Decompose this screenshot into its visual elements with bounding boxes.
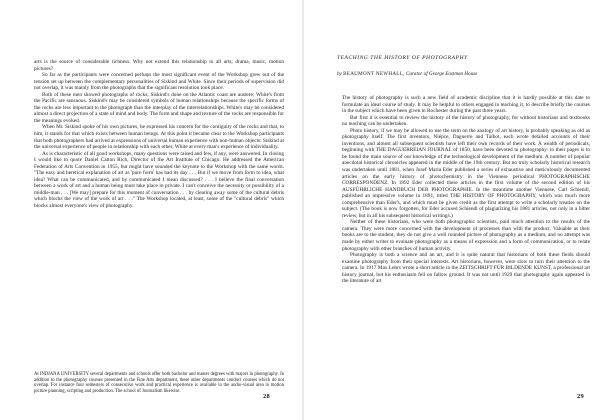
paragraph: But first it is essential to review the history of the history of photography, for without historians and textbooks no teaching can be undertaken. — [342, 114, 590, 128]
author-role: Curator of George Eastman House — [405, 71, 478, 77]
author-name: BEAUMONT NEWHALL, — [343, 71, 405, 77]
paragraph: Photography is both a science and an art, and it is quite natural that historians of both these fields should examine photography from their special interests. Art historians, however, were slow to turn their attention to the camera. In 1917 Max Lehrs wrote a short article in the ZEITSCHRIFT FÜR BILDENDE KUNST, a professional art history journal, but his enthusiasm fell on fallow ground. It was not until 1929 that photography again appeared in the literature of art — [342, 252, 590, 285]
paragraph: arts is the source of considerable richness. Why not extend this relationship to all arts; drama, music, motion pictures? — [34, 59, 284, 72]
right-page — [303, 0, 606, 420]
paragraph: Both of these men showed photographs of rocks; Siskind's done on the Atlantic coast are austere; White's from the Pacific are sensuous. Siskind's may be considered symbols of human relationships because the specific forms of the rocks are less important to the photograph than the interplay of the interrelationships. White's may be considered almost a direct projection of a state of mind and body. The form and shape and texture of the rocks are responsible for the meanings evoked. — [34, 91, 284, 124]
left-body-text — [34, 59, 284, 210]
paragraph: When Mr. Siskind spoke of his own pictures, he expressed his concern for the contiguity of the rocks and that, to him, it stands for that which exists between human beings. At this point it became clear to the Workshop participants that both photographers had arrived at expressions of universal human experience with non-human objects: Siskind at the universal experience of people in relationship with each other, White at every man's experience of individuality. — [34, 124, 284, 151]
paragraph: So far as the participants were concerned perhaps the most significant event of the Workshop grew out of the tension set up between the complementary personalities of Siskind and White. Since their periods of supervision did not overlap, it was mainly from the photographs that the significant resolution took place. — [34, 72, 284, 92]
article-title: TEACHING THE HISTORY OF PHOTOGRAPHY — [337, 55, 468, 61]
page-number: 29 — [577, 393, 584, 400]
page-number: 28 — [263, 393, 270, 400]
right-body-text — [342, 95, 590, 285]
paragraph: The history of photography is such a new field of academic discipline that it is hardly possible at this date to formulate an ideal course of study. It may be helpful to others engaged in teaching it, to describe briefly the courses in the subject which have been given in Rochester during the past three years. — [342, 95, 590, 115]
byline-prefix: by — [337, 71, 342, 77]
paragraph: Photo history, if we may be allowed to use the term on the analogy of art history, is probably speaking as old as photography itself. The first inventors, Niépce, Daguerre and Talbot, each wrote detailed accounts of their inventions, and almost all subsequent scientists have left their own records of their work. A wealth of periodicals, beginning with THE DAGUERREIAN JOURNAL of 1850, have been devoted to photography: in their pages is to be found the main source of our knowledge of the technological development of the medium. A number of popular anecdotal historical chronicles appeared in the middle of the 19th century. But no truly scholarly historical research was undertaken until 1881, when Josef Maria Eder published a series of exhaustive and meticulously documented articles on the early history of photochemistry in the Viennese periodical PHOTOGRAPHISCHE CORRESPONDENZ. In 1892 Eder collected these articles in the first volume of the second edition of his AUSFÜHRLICHE HANDBUCH DER PHOTOGRAPHIE. In the meantime another Viennese, Carl Schiendl, published an impressive volume in 1891, titled THE HISTORY OF PHOTOGRAPHY, which was much more comprehensive than Eder's, and which must be given credit as the first attempt to write a scholarly treatise on the subject. (The book is now forgotten, for Eder accused Schiendl of plagiarizing his 1881 articles, not only in a bitter review, but in all his subsequent historical writings.) — [342, 127, 590, 219]
paragraph: As is characteristic of all good workshops, many questions were raised and few, if any, were answered. In closing I would like to quote Daniel Catton Rich, Director of the Art Institute of Chicago. He addressed the American Federation of Arts Convention in 1955, but might have sounded the keynote to the Workshop with the same words. "The easy and heretical explanation of art as 'pure form' has had its day . . . But if we move from form to idea, what idea? What can be communicated, and by communicated I mean discussed? . . . I believe the final conversation between a work of art and a human being must take place in private. I can't conceive the necessity or possibility of a middle-man . . . [We may] prepare for this moment of conversation . . . by clearing away some of the cultural debris which blocks the view of the work of art . . ." The Workshop located, at least, some of the "cultural debris" which blocks almost everyone's view of photography. — [34, 150, 284, 210]
byline — [337, 71, 477, 77]
paragraph: Neither of these historians, who were both photographic scientists, paid much attention to the results of the camera. They were more concerned with the development of processes than with the product. Valuable as their books are to the student, they do not give a well rounded picture of photography as a medium, and no attempt was made by either writer to evaluate photography as a means of expression and a form of communication, or to relate photography with other branches of human activity. — [342, 219, 590, 252]
footnote: At INDIANA UNIVERSITY several departments and schools offer both bachelor and master degrees with majors in photography. In addition to the photography courses presented in the Fine Arts department, these other departments conduct courses which do not overlap. For instance four semesters of consecutive work and practical experience is available in the audio-visual area in motion picture planning, scripting and production. The school of Journalism likewise. — [34, 372, 284, 395]
